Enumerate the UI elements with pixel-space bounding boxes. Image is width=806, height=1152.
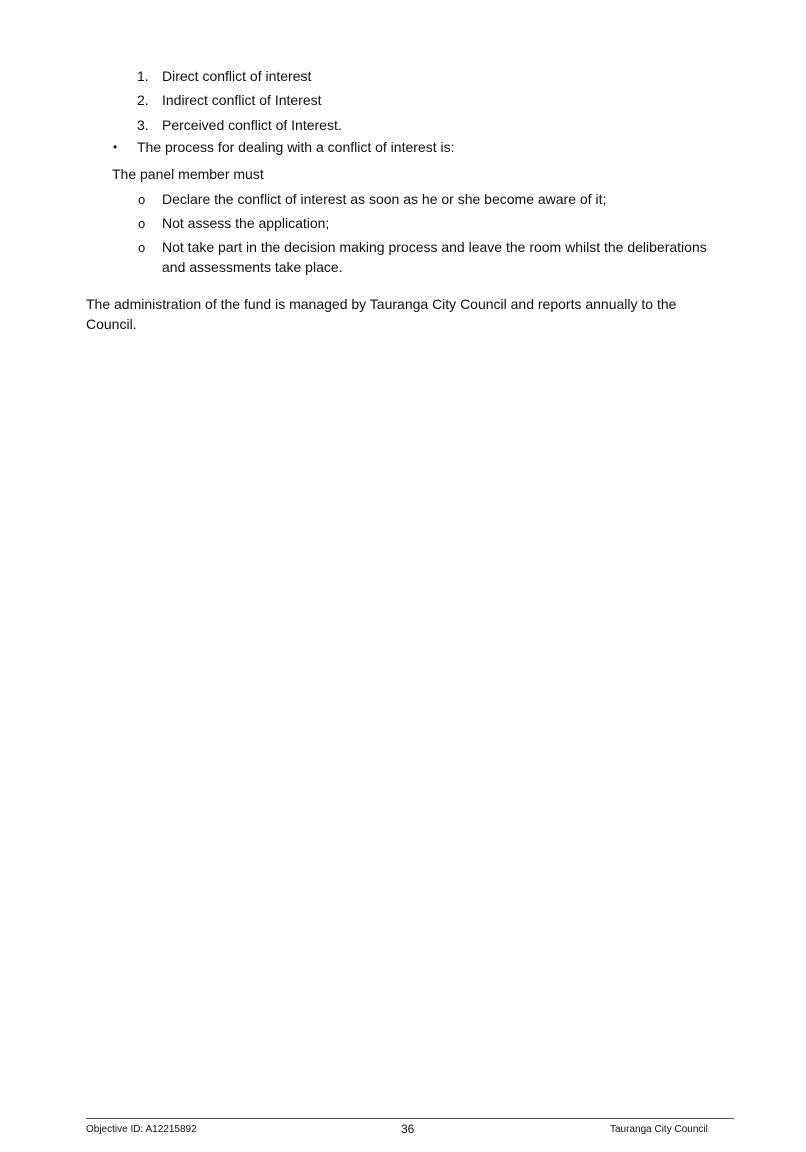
sub-item-text: Not assess the application;: [162, 215, 330, 231]
footer-organisation: Tauranga City Council: [610, 1124, 708, 1135]
circle-marker: o: [138, 240, 146, 255]
bullet-text: The process for dealing with a conflict of interest is:: [137, 139, 455, 155]
list-number: 2.: [137, 92, 149, 108]
list-item-text: Indirect conflict of Interest: [162, 92, 322, 108]
list-number: 1.: [137, 68, 149, 84]
paragraph-line: The administration of the fund is managed by Tauranga City Council and reports annually to the: [86, 296, 677, 312]
circle-marker: o: [138, 192, 146, 207]
footer-page-number: 36: [401, 1122, 415, 1136]
circle-marker: o: [138, 216, 146, 231]
panel-intro: The panel member must: [112, 166, 264, 182]
list-number: 3.: [137, 117, 149, 133]
list-item-text: Perceived conflict of Interest.: [162, 117, 342, 133]
sub-item-text: Not take part in the decision making process and leave the room whilst the deliberations: [162, 239, 707, 255]
paragraph-line: Council.: [86, 316, 137, 332]
bullet-marker: •: [113, 140, 118, 154]
list-item-text: Direct conflict of interest: [162, 68, 312, 84]
footer-divider: [86, 1118, 734, 1119]
sub-item-text: Declare the conflict of interest as soon as he or she become aware of it;: [162, 191, 607, 207]
sub-item-text-continued: and assessments take place.: [162, 259, 343, 275]
footer-objective-id: Objective ID: A12215892: [86, 1124, 197, 1135]
